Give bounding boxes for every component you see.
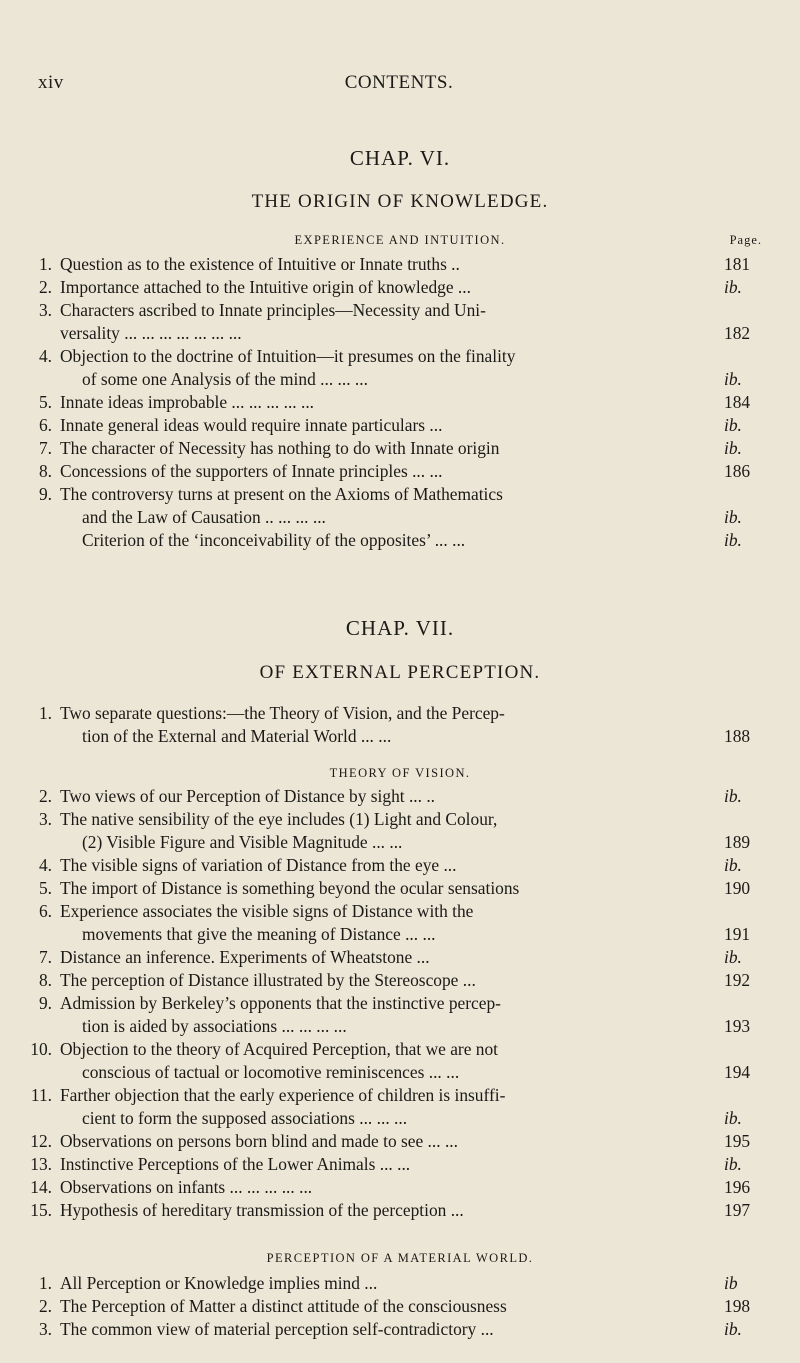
entry-page: ib. (724, 530, 742, 550)
entry-text-continued: tion is aided by associations ... ... ... ... (82, 1016, 347, 1036)
entry-text: Criterion of the ‘inconceivability of the opposites’ ... ... (82, 530, 466, 550)
entry-page: 181 (724, 254, 751, 274)
entry-text: Hypothesis of hereditary transmission of the perception ... (60, 1200, 464, 1220)
entry-number: 9. (38, 484, 52, 504)
entry-page: 184 (724, 392, 751, 412)
entry-text: Innate general ideas would require innate particulars ... (60, 415, 443, 435)
entry-page: 195 (724, 1131, 751, 1151)
entry-page: 194 (724, 1062, 751, 1082)
entry-text: The native sensibility of the eye includes (1) Light and Colour, (60, 809, 498, 829)
entry-page: ib. (724, 1108, 742, 1128)
entry-text: The visible signs of variation of Distance from the eye ... (60, 855, 457, 875)
entry-page: 188 (724, 726, 751, 746)
entry-text: Experience associates the visible signs of Distance with the (60, 901, 474, 921)
entry-page: 197 (724, 1200, 751, 1220)
page-column-label: Page. (729, 233, 762, 247)
entry-number: 4. (38, 855, 52, 875)
entry-number: 1. (38, 254, 52, 274)
entry-number: 7. (38, 438, 52, 458)
entry-number: 1. (38, 1273, 52, 1293)
subsection-title: THEORY OF VISION. (329, 766, 471, 780)
entry-number: 11. (30, 1085, 52, 1105)
entry-text: The common view of material perception self-contradictory ... (60, 1319, 494, 1339)
entry-text: Two separate questions:—the Theory of Vision, and the Percep- (60, 703, 505, 723)
entry-text: Instinctive Perceptions of the Lower Animals ... ... (60, 1154, 411, 1174)
entry-text: Importance attached to the Intuitive origin of knowledge ... (60, 277, 471, 297)
chapter-title: OF EXTERNAL PERCEPTION. (259, 662, 541, 683)
entry-number: 8. (38, 461, 52, 481)
entry-number: 13. (30, 1154, 52, 1174)
entry-number: 3. (38, 1319, 52, 1339)
entry-text: Two views of our Perception of Distance by sight ... .. (60, 786, 436, 806)
entry-text-continued: of some one Analysis of the mind ... ... ... (82, 369, 368, 389)
entry-text: Innate ideas improbable ... ... ... ... ... (60, 392, 315, 412)
entry-page: ib. (724, 1319, 742, 1339)
chapter-heading: CHAP. VI. (349, 146, 451, 170)
entry-number: 2. (38, 1296, 52, 1316)
entry-number: 3. (38, 300, 52, 320)
entry-page: ib. (724, 369, 742, 389)
entry-text: Characters ascribed to Innate principles—Necessity and Uni- (60, 300, 486, 320)
entry-text: Objection to the theory of Acquired Perception, that we are not (60, 1039, 499, 1059)
entry-page: 193 (724, 1016, 751, 1036)
chapter-heading: CHAP. VII. (345, 616, 455, 640)
chapter-title: THE ORIGIN OF KNOWLEDGE. (251, 191, 549, 212)
entry-page: ib. (724, 438, 742, 458)
entry-page: ib. (724, 786, 742, 806)
entry-number: 2. (38, 786, 52, 806)
entry-text-continued: conscious of tactual or locomotive reminiscences ... ... (82, 1062, 460, 1082)
entry-text-continued: and the Law of Causation .. ... ... ... (82, 507, 326, 527)
running-head (38, 72, 760, 98)
entry-text: The character of Necessity has nothing to do with Innate origin (60, 438, 500, 458)
entry-page: ib. (724, 855, 742, 875)
entry-page: ib. (724, 507, 742, 527)
entry-text: Admission by Berkeley’s opponents that the instinctive percep- (60, 993, 501, 1013)
entry-text: Concessions of the supporters of Innate principles ... ... (60, 461, 443, 481)
entry-number: 1. (38, 703, 52, 723)
entry-text-continued: tion of the External and Material World ... ... (82, 726, 392, 746)
entry-text: The perception of Distance illustrated by the Stereoscope ... (60, 970, 476, 990)
entry-number: 12. (30, 1131, 52, 1151)
entry-text: All Perception or Knowledge implies mind ... (60, 1273, 378, 1293)
entry-number: 15. (30, 1200, 52, 1220)
entry-text: Objection to the doctrine of Intuition—it presumes on the finality (60, 346, 516, 366)
entry-text-continued: movements that give the meaning of Distance ... ... (82, 924, 436, 944)
entry-number: 5. (38, 878, 52, 898)
entry-page: 190 (724, 878, 751, 898)
entry-text: Observations on infants ... ... ... ... ... (60, 1177, 313, 1197)
entry-text: The import of Distance is something beyond the ocular sensations (60, 878, 520, 898)
entry-text: Farther objection that the early experience of children is insuffi- (60, 1085, 506, 1105)
entry-number: 14. (30, 1177, 52, 1197)
entry-number: 10. (30, 1039, 52, 1059)
entry-number: 7. (38, 947, 52, 967)
entry-text: Observations on persons born blind and made to see ... ... (60, 1131, 458, 1151)
entry-number: 4. (38, 346, 52, 366)
entry-number: 3. (38, 809, 52, 829)
entry-page: 186 (724, 461, 751, 481)
entry-page: 182 (724, 323, 751, 343)
entry-number: 2. (38, 277, 52, 297)
entry-page: ib. (724, 1154, 742, 1174)
entry-number: 6. (38, 901, 52, 921)
entry-page: 191 (724, 924, 751, 944)
entry-text: Question as to the existence of Intuitive or Innate truths .. (60, 254, 460, 274)
entry-page: 198 (724, 1296, 751, 1316)
entry-text: Distance an inference. Experiments of Wheatstone ... (60, 947, 430, 967)
entry-number: 9. (38, 993, 52, 1013)
entry-number: 8. (38, 970, 52, 990)
entry-page: 192 (724, 970, 751, 990)
entry-number: 5. (38, 392, 52, 412)
entry-page: 196 (724, 1177, 751, 1197)
subsection-title: PERCEPTION OF A MATERIAL WORLD. (266, 1251, 534, 1265)
entry-number: 6. (38, 415, 52, 435)
entry-text-continued: cient to form the supposed associations ... ... ... (82, 1108, 408, 1128)
page-folio: xiv (38, 72, 64, 93)
entry-text: The controversy turns at present on the Axioms of Mathematics (60, 484, 503, 504)
entry-text: The Perception of Matter a distinct attitude of the consciousness (60, 1296, 507, 1316)
chapter-subtitle: EXPERIENCE AND INTUITION. (294, 233, 506, 247)
entry-text-continued: (2) Visible Figure and Visible Magnitude ... ... (82, 832, 403, 852)
entry-page: ib. (724, 277, 742, 297)
entry-page: ib. (724, 415, 742, 435)
entry-text-continued: versality ... ... ... ... ... ... ... (60, 323, 242, 343)
entry-page: 189 (724, 832, 751, 852)
running-head-title: CONTENTS. (344, 72, 454, 93)
entry-page: ib (724, 1273, 738, 1293)
entry-page: ib. (724, 947, 742, 967)
